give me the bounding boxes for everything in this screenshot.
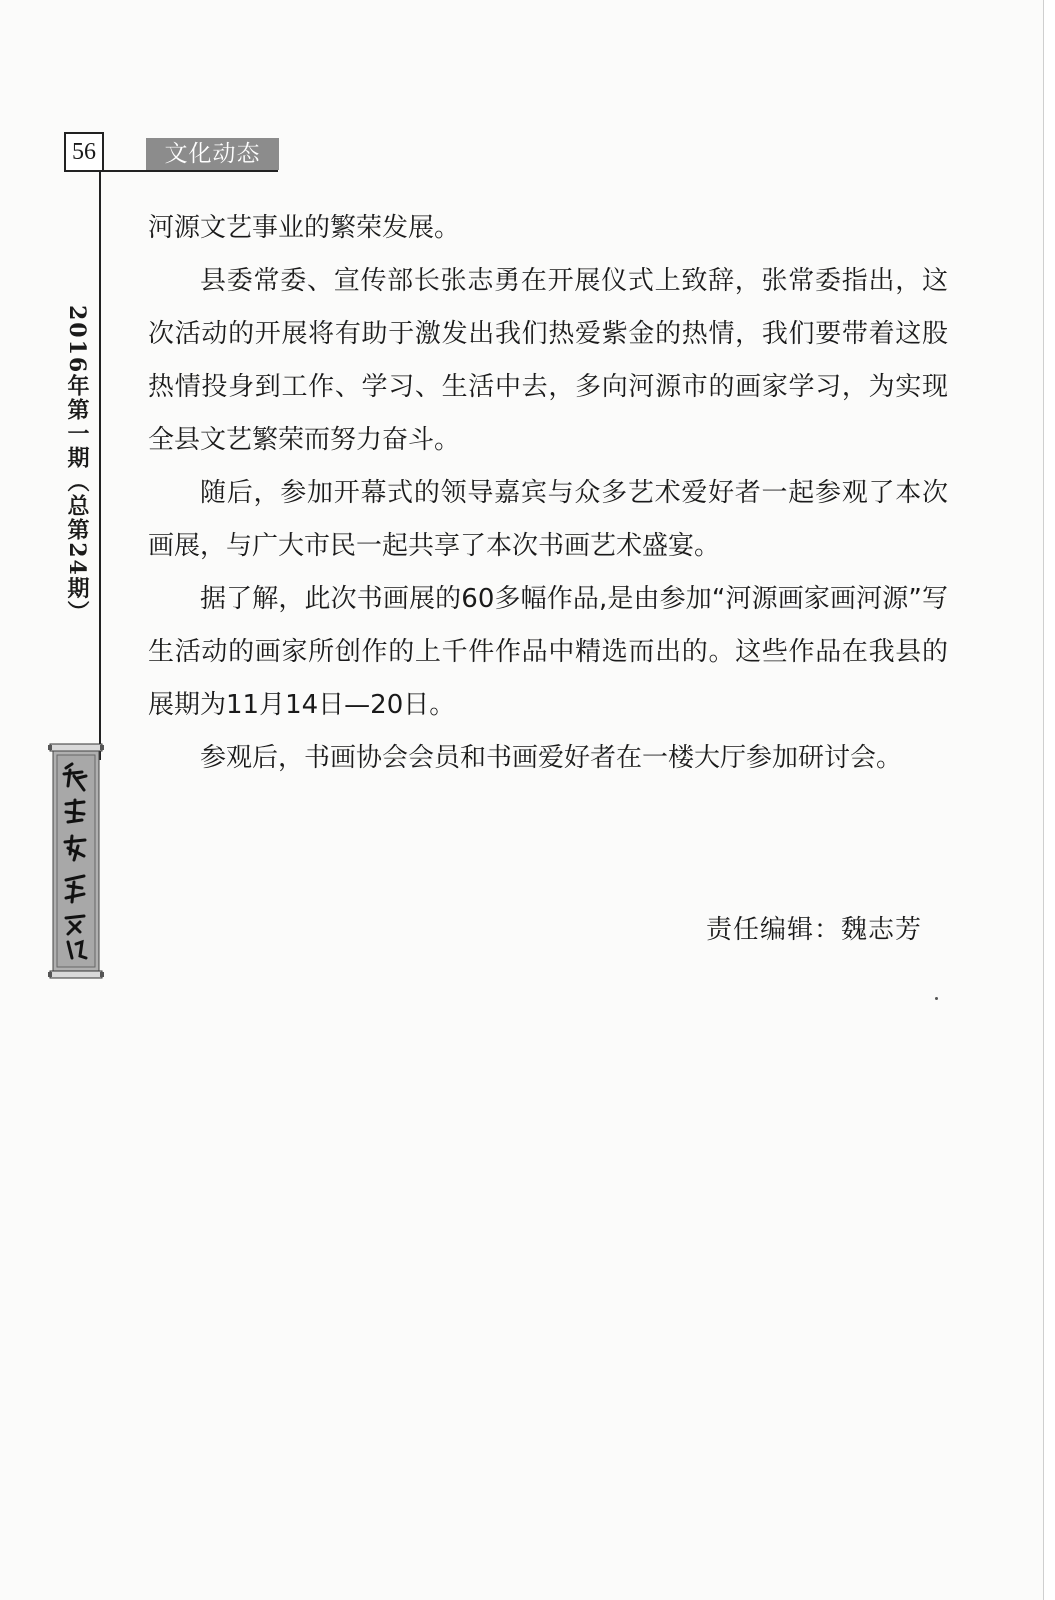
article-paragraph: 随后，参加开幕式的领导嘉宾与众多艺术爱好者一起参观了本次画展，与广大市民一起共享了本次书画艺术盛宴。: [148, 478, 948, 561]
page-edge: [1043, 0, 1055, 1600]
section-title: 文化动态: [146, 138, 279, 170]
margin-rule: [99, 170, 101, 760]
article-paragraph: 县委常委、宣传部长张志勇在开展仪式上致辞，张常委指出，这次活动的开展将有助于激发出我们热爱紫金的热情，我们要带着这股热情投身到工作、学习、生活中去，多向河源市的画家学习，为实现全县文艺繁荣而努力奋斗。: [148, 266, 948, 455]
article-paragraph: 河源文艺事业的繁荣发展。: [148, 213, 461, 243]
print-speck: [935, 997, 938, 1000]
page-number: 56: [64, 132, 104, 172]
article-paragraph: 据了解，此次书画展的60多幅作品,是由参加“河源画家画河源”写生活动的画家所创作的上千件作品中精选而出的。这些作品在我县的展期为11月14日—20日。: [148, 584, 948, 720]
scroll-calligraphy-ornament: [48, 742, 104, 980]
article-paragraph: 参观后，书画协会会员和书画爱好者在一楼大厅参加研讨会。: [200, 743, 903, 773]
editor-credit: 责任编辑：魏志芳: [706, 915, 923, 945]
issue-label: 2016年第一期（总第24期）: [64, 305, 90, 625]
header-rule: [100, 170, 278, 172]
article-body: [148, 202, 948, 785]
